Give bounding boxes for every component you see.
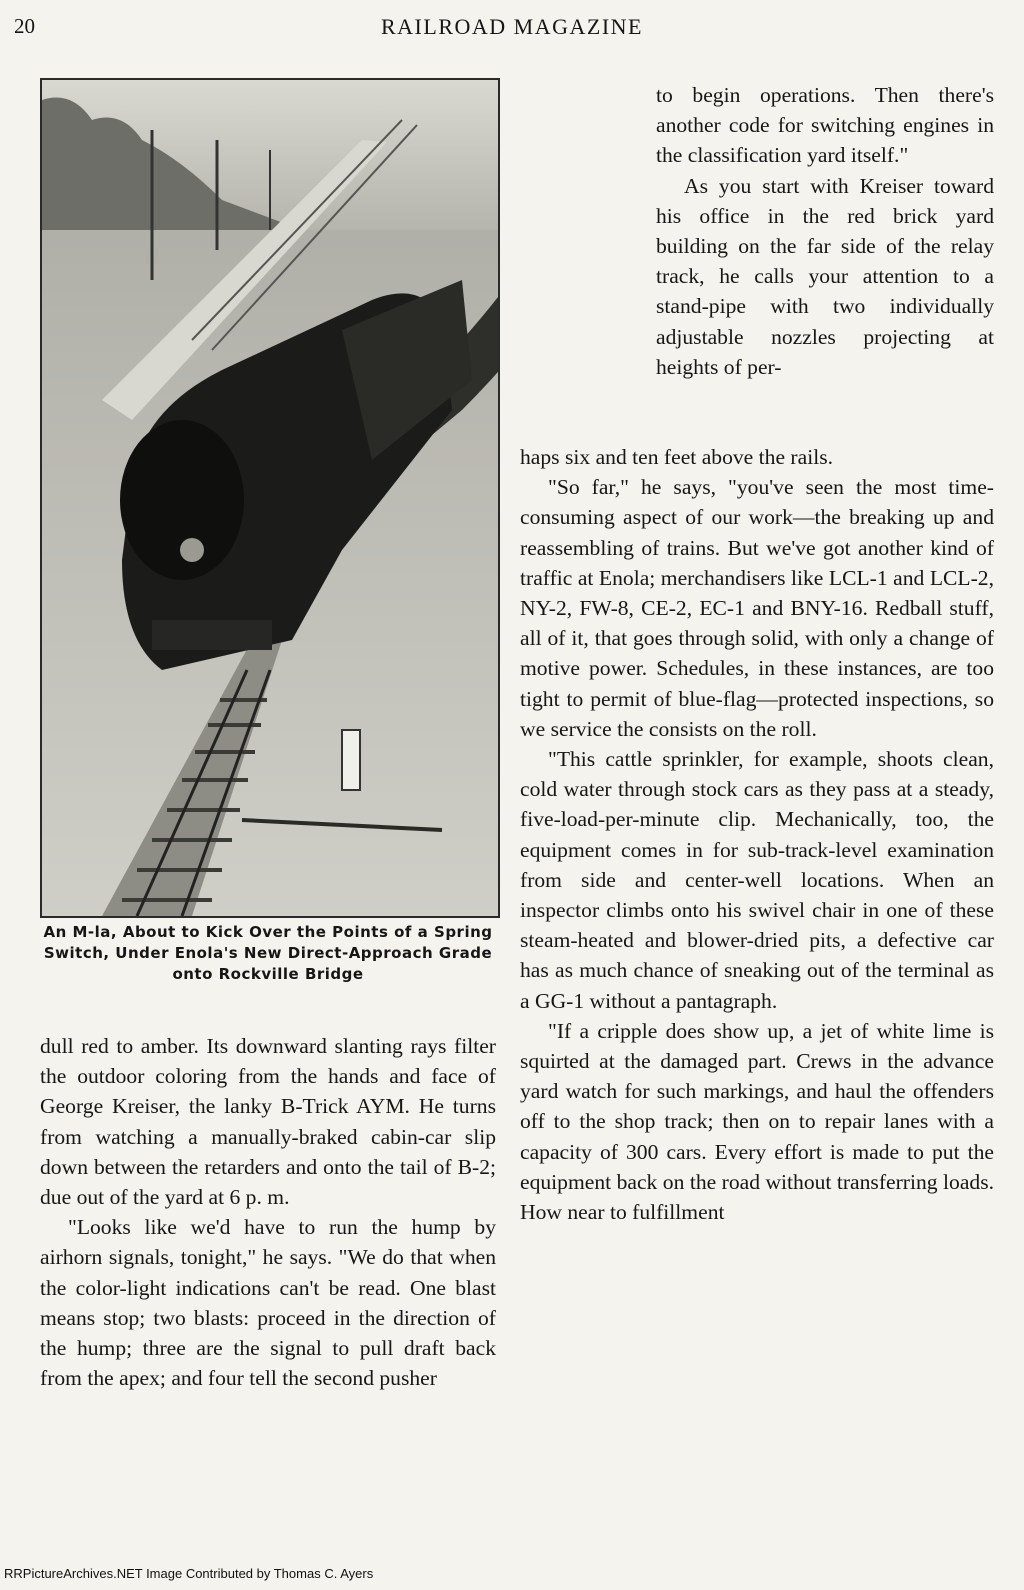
paragraph: haps six and ten feet above the rails.	[520, 445, 834, 469]
paragraph: to begin operations. Then there's another code for switching engines in the classification yard itself."	[656, 83, 994, 168]
paragraph: dull red to amber. Its downward slanting rays filter the outdoor coloring from the hands and face of George Kreiser, the lanky B-Trick AYM. He turns from watching a manually-braked cabin-car slip down between the retarders and onto the tail of B-2; due out of the yard at 6 p. m.	[40, 1034, 496, 1210]
running-head: RAILROAD MAGAZINE	[381, 14, 643, 39]
photo-caption: An M-la, About to Kick Over the Points of a Spring Switch, Under Enola's New Direct-Approach Grade onto Rockville Bridge	[43, 923, 493, 983]
article-column-right-bottom	[520, 442, 994, 1227]
page-number: 20	[14, 14, 35, 38]
image-credit: RRPictureArchives.NET Image Contributed by Thomas C. Ayers	[4, 1566, 374, 1581]
paragraph: "This cattle sprinkler, for example, shoots clean, cold water through stock cars as they pass at a steady, five-load-per-minute clip. Mechanically, too, the equipment comes in for sub-track-level examination from side and center-well locations. When an inspector climbs onto his swivel chair in one of these steam-heated and blower-dried pits, a defective car has as much chance of sneaking out of the terminal as a GG-1 without a pantagraph.	[520, 747, 994, 1013]
paragraph: "Looks like we'd have to run the hump by airhorn signals, tonight," he says. "We do that when the color-light indications can't be read. One blast means stop; two blasts: proceed in the direction of the hump; three are the signal to pull draft back from the apex; and four tell the second pusher	[40, 1215, 496, 1391]
paragraph: "If a cripple does show up, a jet of white lime is squirted at the damaged part. Crews in the advance yard watch for such markings, and haul the offenders off to the shop track; then on to repair lanes with a capacity of 300 cars. Every effort is made to put the equipment back on the road without transferring loads. How near to fulfillment	[520, 1018, 994, 1225]
article-column-left	[40, 1031, 496, 1393]
locomotive-photo	[40, 78, 500, 918]
paragraph: "So far," he says, "you've seen the most time-consuming aspect of our work—the breaking up and reassembling of trains. But we've got another kind of traffic at Enola; merchandisers like LCL-1 and LCL-2, NY-2, FW-8, CE-2, EC-1 and BNY-16. Redball stuff, all of it, that goes through solid, with only a change of motive power. Schedules, in these instances, are too tight to permit of blue-flag—protected inspections, so we service the consists on the roll.	[520, 475, 994, 741]
article-column-right-top	[656, 80, 994, 382]
paragraph: As you start with Kreiser toward his office in the red brick yard building on the far side of the relay track, he calls your attention to a stand-pipe with two individually adjustable nozzles projecting at heights of per-	[656, 173, 994, 379]
